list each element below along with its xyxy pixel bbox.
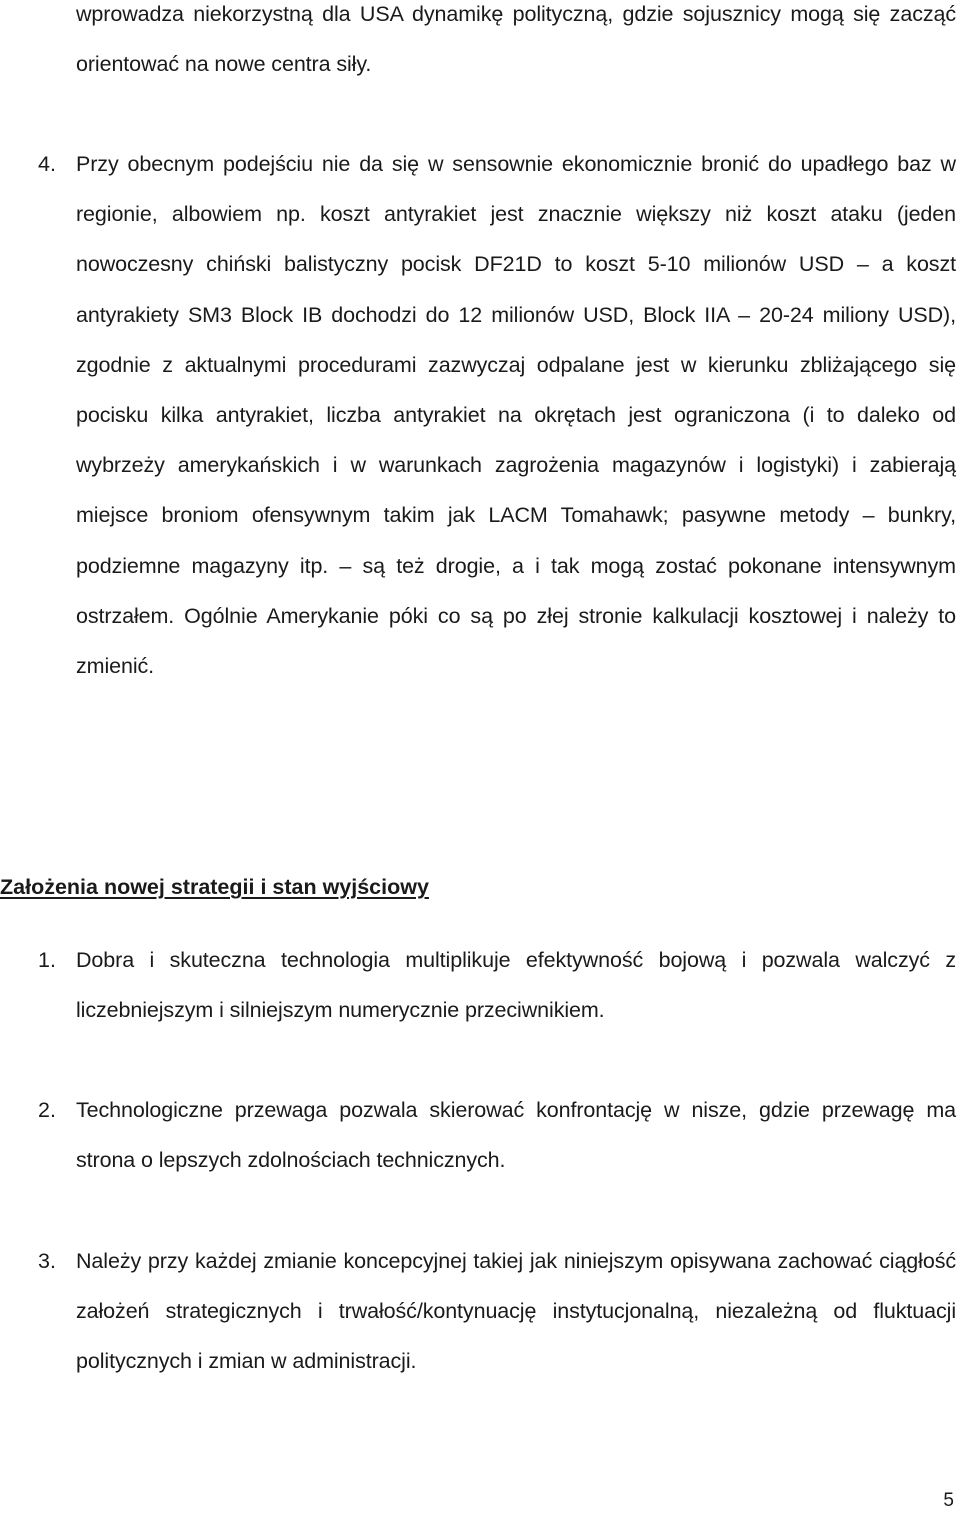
list-item-number-4: 4. <box>38 152 56 176</box>
section-heading: Założenia nowej strategii i stan wyjściowy <box>0 875 429 899</box>
list-item-text-3: Należy przy każdej zmianie koncepcyjnej takiej jak niniejszym opisywana zachować ciągłość założeń strategicznych i trwałość/kontynuację instytucjonalną, niezależną od fluktuacji politycznych i zmian w administracji. <box>76 1249 956 1374</box>
page-number: 5 <box>943 1490 954 1511</box>
list-item-number-2: 2. <box>38 1098 56 1122</box>
list-item-text-2: Technologiczne przewaga pozwala skierować konfrontację w nisze, gdzie przewagę ma strona o lepszych zdolnościach technicznych. <box>76 1098 956 1173</box>
continuation-paragraph: wprowadza niekorzystną dla USA dynamikę polityczną, gdzie sojusznicy mogą się zacząć orientować na nowe centra siły. <box>76 2 956 77</box>
list-item-text-4: Przy obecnym podejściu nie da się w sensownie ekonomicznie bronić do upadłego baz w regionie, albowiem np. koszt antyrakiet jest znacznie większy niż koszt ataku (jeden nowoczesny chiński balistyczny pocisk DF21D to koszt 5-10 milionów USD – a koszt antyrakiety SM3 Block IB dochodzi do 12 milionów USD, Block IIA – 20-24 miliony USD), zgodnie z aktualnymi procedurami zazwyczaj odpalane jest w kierunku zbliżającego się pocisku kilka antyrakiet, liczba antyrakiet na okrętach jest ograniczona (i to daleko od wybrzeży amerykańskich i w warunkach zagrożenia magazynów i logistyki) i zabierają miejsce broniom ofensywnym takim jak LACM Tomahawk; pasywne metody – bunkry, podziemne magazyny itp. – są też drogie, a i tak mogą zostać pokonane intensywnym ostrzałem. Ogólnie Amerykanie póki co są po złej stronie kalkulacji kosztowej i należy to zmienić. <box>76 152 956 679</box>
list-item-number-1: 1. <box>38 948 56 972</box>
list-item-text-1: Dobra i skuteczna technologia multiplikuje efektywność bojową i pozwala walczyć z liczebniejszym i silniejszym numerycznie przeciwnikiem. <box>76 948 956 1023</box>
list-item-number-3: 3. <box>38 1249 56 1273</box>
